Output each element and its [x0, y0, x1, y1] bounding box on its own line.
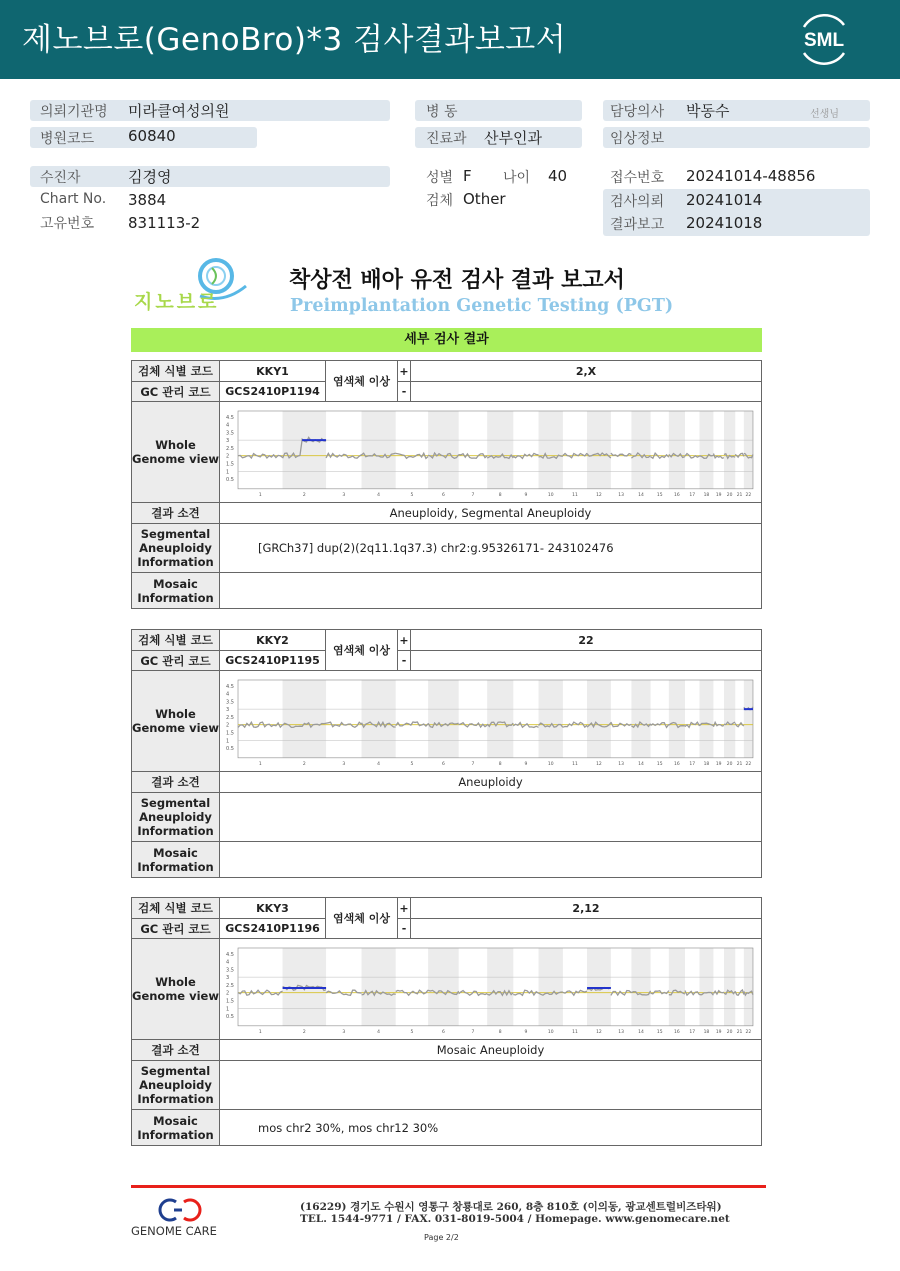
- x-tick-label: 8: [498, 761, 502, 767]
- chromosome-band: [669, 680, 685, 758]
- page-number: Page 2/2: [424, 1233, 459, 1242]
- y-tick-label: 0.5: [226, 477, 234, 484]
- report-date-value: 20241018: [686, 214, 763, 232]
- x-tick-label: 18: [703, 761, 710, 767]
- x-tick-label: 6: [441, 492, 445, 498]
- segmental-label: Segmental Aneuploidy Information: [132, 1061, 220, 1110]
- x-tick-label: 1: [258, 492, 262, 498]
- ward-label: 병 동: [426, 104, 458, 120]
- x-tick-label: 10: [547, 492, 554, 498]
- whole-genome-chart-cell: [220, 939, 762, 1040]
- chromosome-band: [428, 411, 459, 489]
- x-tick-label: 10: [547, 1029, 554, 1035]
- x-tick-label: 12: [596, 492, 602, 498]
- x-tick-label: 4: [377, 492, 381, 498]
- x-tick-label: 5: [410, 761, 414, 767]
- section-header: 세부 검사 결과: [131, 328, 762, 352]
- x-tick-label: 16: [674, 492, 680, 498]
- doctor-value: 박동수: [686, 102, 730, 120]
- y-tick-label: 1.5: [226, 998, 234, 1005]
- copy-number-trace: [735, 723, 744, 727]
- chromosome-band: [631, 411, 650, 489]
- sample-code-value: KKY3: [220, 898, 326, 919]
- footer-contact: TEL. 1544-9771 / FAX. 031-8019-5004 / Homepage. www.genomecare.net: [300, 1213, 730, 1225]
- segmental-value: [GRCh37] dup(2)(2q11.1q37.3) chr2:g.95326171- 243102476: [220, 524, 762, 573]
- chromosome-band: [744, 411, 753, 489]
- loss-value: [411, 651, 762, 671]
- x-tick-label: 14: [638, 492, 644, 498]
- chromosome-band: [362, 948, 396, 1026]
- chromosome-band: [669, 948, 685, 1026]
- sml-logo: [796, 13, 852, 65]
- receipt-no-label: 접수번호: [610, 170, 665, 186]
- y-tick-label: 3: [226, 975, 230, 982]
- chromosome-band: [724, 948, 735, 1026]
- mosaic-value: [220, 573, 762, 609]
- chromosome-band: [428, 948, 459, 1026]
- x-tick-label: 19: [715, 492, 722, 498]
- x-tick-label: 9: [524, 1029, 528, 1035]
- x-tick-label: 20: [726, 1029, 733, 1035]
- x-tick-label: 17: [689, 761, 696, 767]
- chromosome-band: [539, 411, 563, 489]
- loss-value: [411, 382, 762, 402]
- y-tick-label: 2: [226, 722, 230, 729]
- chromosome-band: [587, 948, 611, 1026]
- segmental-label: Segmental Aneuploidy Information: [132, 793, 220, 842]
- header-band: [0, 0, 900, 79]
- chromosome-band: [587, 411, 611, 489]
- copy-number-trace: [651, 991, 669, 994]
- sample-code-label: 검체 식별 코드: [132, 898, 220, 919]
- x-tick-label: 16: [674, 1029, 680, 1035]
- gain-value: 2,X: [411, 361, 762, 382]
- x-tick-label: 8: [498, 1029, 502, 1035]
- gain-value: 2,12: [411, 898, 762, 919]
- chromosome-band: [744, 680, 753, 758]
- whole-genome-plot: [224, 942, 757, 1036]
- minus-sign: -: [398, 651, 411, 671]
- sample-code-label: 검체 식별 코드: [132, 361, 220, 382]
- x-tick-label: 19: [715, 761, 722, 767]
- x-tick-label: 18: [703, 492, 710, 498]
- x-tick-label: 7: [471, 1029, 475, 1035]
- result-label: 결과 소견: [132, 1040, 220, 1061]
- x-tick-label: 1: [258, 1029, 262, 1035]
- y-tick-label: 2: [226, 453, 230, 460]
- sample-code-label: 검체 식별 코드: [132, 630, 220, 651]
- x-tick-label: 15: [656, 761, 663, 767]
- chromosome-band: [724, 411, 735, 489]
- institution-label: 의뢰기관명: [40, 104, 108, 120]
- chromosome-band: [724, 680, 735, 758]
- x-tick-label: 22: [745, 492, 752, 498]
- receipt-no-value: 20241014-48856: [686, 167, 816, 185]
- y-tick-label: 1.5: [226, 730, 234, 737]
- chromosome-band: [669, 411, 685, 489]
- x-tick-label: 12: [596, 761, 602, 767]
- patient-name-value: 김경영: [128, 168, 172, 186]
- sml-logo-text: SML: [803, 30, 845, 51]
- sex-label: 성별: [426, 170, 454, 186]
- segmental-value: [220, 1061, 762, 1110]
- x-tick-label: 12: [596, 1029, 602, 1035]
- x-tick-label: 7: [471, 761, 475, 767]
- y-tick-label: 1: [226, 738, 230, 745]
- report-title-en: Preimplantation Genetic Testing (PGT): [290, 296, 674, 316]
- result-label: 결과 소견: [132, 772, 220, 793]
- y-tick-label: 3: [226, 707, 230, 714]
- x-tick-label: 3: [342, 492, 346, 498]
- minus-sign: -: [398, 382, 411, 402]
- y-tick-label: 1: [226, 469, 230, 476]
- gc-code-label: GC 관리 코드: [132, 919, 220, 939]
- x-tick-label: 11: [572, 761, 578, 767]
- y-tick-label: 3.5: [226, 699, 234, 706]
- y-tick-label: 0.5: [226, 1014, 234, 1021]
- x-tick-label: 18: [703, 1029, 710, 1035]
- whole-genome-plot: [224, 405, 757, 499]
- x-tick-label: 13: [618, 1029, 625, 1035]
- x-tick-label: 2: [302, 761, 306, 767]
- mosaic-label: Mosaic Information: [132, 1110, 220, 1146]
- x-tick-label: 22: [745, 1029, 752, 1035]
- y-tick-label: 4.5: [226, 951, 234, 958]
- clinical-label: 임상정보: [610, 131, 665, 147]
- x-tick-label: 13: [618, 761, 625, 767]
- x-tick-label: 5: [410, 492, 414, 498]
- dept-value: 산부인과: [484, 129, 542, 147]
- y-tick-label: 2.5: [226, 715, 234, 722]
- chromosome-abnormality-label: 염색체 이상: [326, 361, 398, 402]
- genobro-logo: [134, 256, 250, 316]
- chart-no-label: Chart No.: [40, 191, 107, 207]
- y-tick-label: 0.5: [226, 746, 234, 753]
- x-tick-label: 4: [377, 1029, 381, 1035]
- page-title: 제노브로(GenoBro)*3 검사결과보고서: [22, 22, 567, 58]
- mosaic-label: Mosaic Information: [132, 842, 220, 878]
- whole-genome-chart-cell: [220, 402, 762, 503]
- chromosome-band: [699, 680, 713, 758]
- x-tick-label: 3: [342, 761, 346, 767]
- request-date-label: 검사의뢰: [610, 194, 665, 210]
- x-tick-label: 20: [726, 761, 733, 767]
- sex-value: F: [463, 167, 472, 185]
- loss-value: [411, 919, 762, 939]
- y-tick-label: 4.5: [226, 414, 234, 421]
- x-tick-label: 9: [524, 761, 528, 767]
- x-tick-label: 21: [736, 761, 743, 767]
- x-tick-label: 17: [689, 1029, 696, 1035]
- chromosome-band: [283, 680, 326, 758]
- dept-label: 진료과: [426, 131, 467, 147]
- x-tick-label: 6: [441, 1029, 445, 1035]
- x-tick-label: 3: [342, 1029, 346, 1035]
- x-tick-label: 2: [302, 1029, 306, 1035]
- y-tick-label: 2.5: [226, 983, 234, 990]
- segmental-label: Segmental Aneuploidy Information: [132, 524, 220, 573]
- y-tick-label: 2: [226, 990, 230, 997]
- minus-sign: -: [398, 919, 411, 939]
- x-tick-label: 14: [638, 1029, 644, 1035]
- x-tick-label: 14: [638, 761, 644, 767]
- chromosome-band: [539, 680, 563, 758]
- chromosome-band: [362, 411, 396, 489]
- chromosome-abnormality-label: 염색체 이상: [326, 630, 398, 671]
- chromosome-band: [487, 411, 513, 489]
- x-tick-label: 11: [572, 492, 578, 498]
- y-tick-label: 3: [226, 438, 230, 445]
- copy-number-trace: [396, 722, 428, 726]
- gc-code-label: GC 관리 코드: [132, 651, 220, 671]
- whole-genome-chart-cell: [220, 671, 762, 772]
- mosaic-value: mos chr2 30%, mos chr12 30%: [220, 1110, 762, 1146]
- x-tick-label: 6: [441, 761, 445, 767]
- chromosome-band: [362, 680, 396, 758]
- gain-value: 22: [411, 630, 762, 651]
- chromosome-band: [744, 948, 753, 1026]
- chromosome-band: [487, 948, 513, 1026]
- x-tick-label: 15: [656, 492, 663, 498]
- age-value: 40: [548, 167, 568, 185]
- sample-code-value: KKY1: [220, 361, 326, 382]
- y-tick-label: 4.5: [226, 683, 234, 690]
- doctor-label: 담당의사: [610, 104, 665, 120]
- chromosome-band: [699, 948, 713, 1026]
- whole-genome-plot: [224, 674, 757, 768]
- result-value: Aneuploidy, Segmental Aneuploidy: [220, 503, 762, 524]
- sample-code-value: KKY2: [220, 630, 326, 651]
- hospital-code-label: 병원코드: [40, 131, 95, 147]
- x-tick-label: 10: [547, 761, 554, 767]
- x-tick-label: 13: [618, 492, 625, 498]
- whole-genome-label: Whole Genome view: [132, 402, 220, 503]
- unique-no-value: 831113-2: [128, 214, 201, 232]
- segmental-value: [220, 793, 762, 842]
- result-value: Aneuploidy: [220, 772, 762, 793]
- report-date-label: 결과보고: [610, 217, 665, 233]
- x-tick-label: 20: [726, 492, 733, 498]
- specimen-value: Other: [463, 190, 506, 208]
- gc-code-label: GC 관리 코드: [132, 382, 220, 402]
- x-tick-label: 11: [572, 1029, 578, 1035]
- patient-name-row-bg: [30, 166, 390, 187]
- y-tick-label: 4: [226, 422, 230, 429]
- y-tick-label: 2.5: [226, 446, 234, 453]
- patient-name-label: 수진자: [40, 170, 81, 186]
- x-tick-label: 1: [258, 761, 262, 767]
- x-tick-label: 2: [302, 492, 306, 498]
- x-tick-label: 9: [524, 492, 528, 498]
- age-label: 나이: [503, 170, 531, 186]
- doctor-suffix: 선생님: [810, 109, 839, 120]
- chromosome-abnormality-label: 염색체 이상: [326, 898, 398, 939]
- chromosome-band: [587, 680, 611, 758]
- specimen-label: 검체: [426, 193, 454, 209]
- whole-genome-label: Whole Genome view: [132, 671, 220, 772]
- y-tick-label: 3.5: [226, 430, 234, 437]
- y-tick-label: 1: [226, 1006, 230, 1013]
- chromosome-band: [283, 411, 326, 489]
- plus-sign: +: [398, 898, 411, 919]
- genome-care-logo: [150, 1196, 210, 1224]
- result-label: 결과 소견: [132, 503, 220, 524]
- sample-result-table-1: [131, 360, 762, 609]
- chart-no-value: 3884: [128, 191, 167, 209]
- mosaic-label: Mosaic Information: [132, 573, 220, 609]
- x-tick-label: 8: [498, 492, 502, 498]
- x-tick-label: 7: [471, 492, 475, 498]
- footer-address: (16229) 경기도 수원시 영통구 창룡대로 260, 8층 810호 (이의동, 광교센트럴비즈타워): [300, 1201, 722, 1213]
- chromosome-band: [539, 948, 563, 1026]
- whole-genome-label: Whole Genome view: [132, 939, 220, 1040]
- plus-sign: +: [398, 630, 411, 651]
- x-tick-label: 21: [736, 1029, 743, 1035]
- institution-value: 미라클여성의원: [128, 102, 230, 120]
- x-tick-label: 17: [689, 492, 696, 498]
- y-tick-label: 1.5: [226, 461, 234, 468]
- chromosome-band: [631, 948, 650, 1026]
- gc-code-value: GCS2410P1195: [220, 651, 326, 671]
- sample-result-table-2: [131, 629, 762, 878]
- result-value: Mosaic Aneuploidy: [220, 1040, 762, 1061]
- unique-no-label: 고유번호: [40, 216, 95, 232]
- footer-divider: [131, 1185, 766, 1188]
- y-tick-label: 3.5: [226, 967, 234, 974]
- x-tick-label: 19: [715, 1029, 722, 1035]
- x-tick-label: 5: [410, 1029, 414, 1035]
- copy-number-trace: [735, 453, 744, 457]
- x-tick-label: 4: [377, 761, 381, 767]
- y-tick-label: 4: [226, 691, 230, 698]
- hospital-code-value: 60840: [128, 127, 176, 145]
- genobro-logo-text: 지노브로: [134, 291, 220, 313]
- x-tick-label: 15: [656, 1029, 663, 1035]
- gc-code-value: GCS2410P1194: [220, 382, 326, 402]
- mosaic-value: [220, 842, 762, 878]
- gc-code-value: GCS2410P1196: [220, 919, 326, 939]
- company-name: GENOME CARE: [131, 1224, 217, 1238]
- y-tick-label: 4: [226, 959, 230, 966]
- sample-result-table-3: [131, 897, 762, 1146]
- x-tick-label: 21: [736, 492, 743, 498]
- x-tick-label: 22: [745, 761, 752, 767]
- chromosome-band: [699, 411, 713, 489]
- chromosome-band: [428, 680, 459, 758]
- report-title-kr: 착상전 배아 유전 검사 결과 보고서: [289, 268, 625, 293]
- x-tick-label: 16: [674, 761, 680, 767]
- plus-sign: +: [398, 361, 411, 382]
- chromosome-band: [631, 680, 650, 758]
- request-date-value: 20241014: [686, 191, 763, 209]
- chromosome-band: [487, 680, 513, 758]
